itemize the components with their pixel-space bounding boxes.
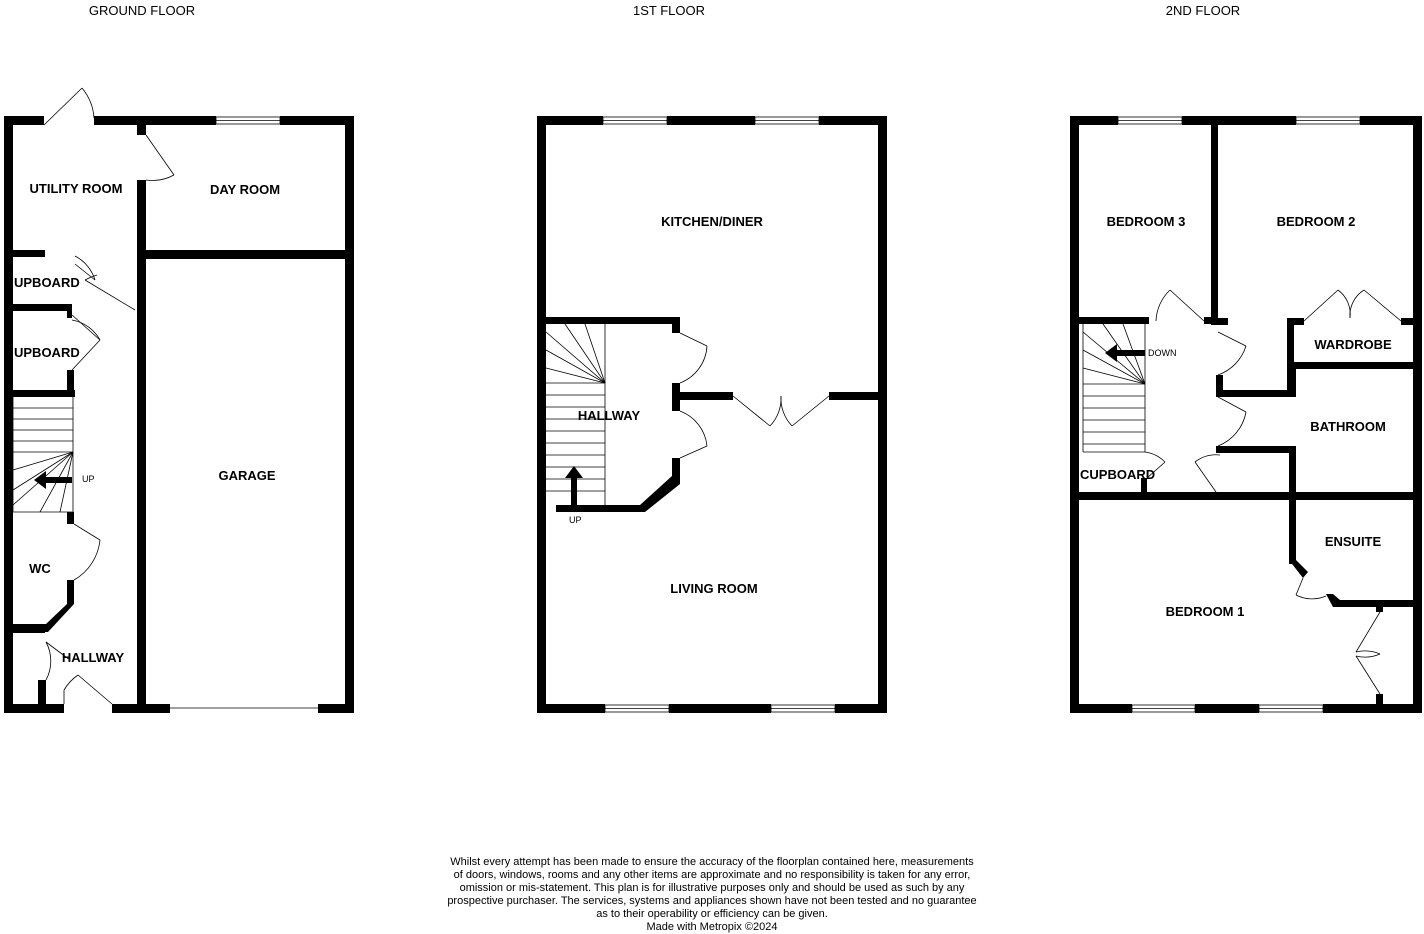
room-label: GARAGE (218, 468, 276, 483)
disclaimer-line: prospective purchaser. The services, systems and appliances shown have not been tested and no guarantee (447, 895, 977, 907)
room-label: BEDROOM 3 (1106, 214, 1186, 229)
room-label: DAY ROOM (209, 182, 281, 197)
room-label: BEDROOM 2 (1276, 214, 1356, 229)
room-label: HALLWAY (577, 408, 641, 423)
room-label: BEDROOM 1 (1165, 604, 1245, 619)
first-floor-plan (537, 3, 887, 713)
second-stairs (1083, 324, 1177, 452)
ground-stairs (13, 397, 95, 512)
first-stairs (546, 324, 605, 525)
room-label: WARDROBE (1314, 337, 1392, 352)
room-label: UTILITY ROOM (29, 181, 123, 196)
ground-stairs-label: UP (82, 474, 95, 484)
room-label: HALLWAY (61, 650, 125, 665)
room-label: BATHROOM (1310, 419, 1386, 434)
second-stairs-label: DOWN (1148, 348, 1177, 358)
disclaimer-line: of doors, windows, rooms and any other items are approximate and no responsibility is taken for any error, (453, 869, 971, 881)
ground-floor-plan (4, 3, 354, 713)
disclaimer-line: omission or mis-statement. This plan is for illustrative purposes only and should be used as such by any (459, 882, 965, 894)
disclaimer-line: Whilst every attempt has been made to ensure the accuracy of the floorplan contained here, measurements (450, 856, 974, 868)
first-floor-title: 1ST FLOOR (632, 3, 706, 18)
room-label: CUPBOARD (1080, 467, 1156, 482)
disclaimer (432, 856, 992, 934)
room-label: WC (29, 561, 51, 576)
room-label: KITCHEN/DINER (661, 214, 763, 229)
room-label: ENSUITE (1324, 534, 1382, 549)
ground-floor-title: GROUND FLOOR (88, 3, 196, 18)
second-floor-title: 2ND FLOOR (1165, 3, 1241, 18)
room-label: LIVING ROOM (670, 581, 758, 596)
room-label: UPBOARD (14, 345, 80, 360)
disclaimer-line: as to their operability or efficiency can be given. (596, 908, 828, 920)
first-stairs-label: UP (569, 515, 582, 525)
second-floor-plan (1070, 3, 1422, 713)
room-label: UPBOARD (14, 275, 80, 290)
credit-text: Made with Metropix ©2024 (646, 921, 778, 933)
